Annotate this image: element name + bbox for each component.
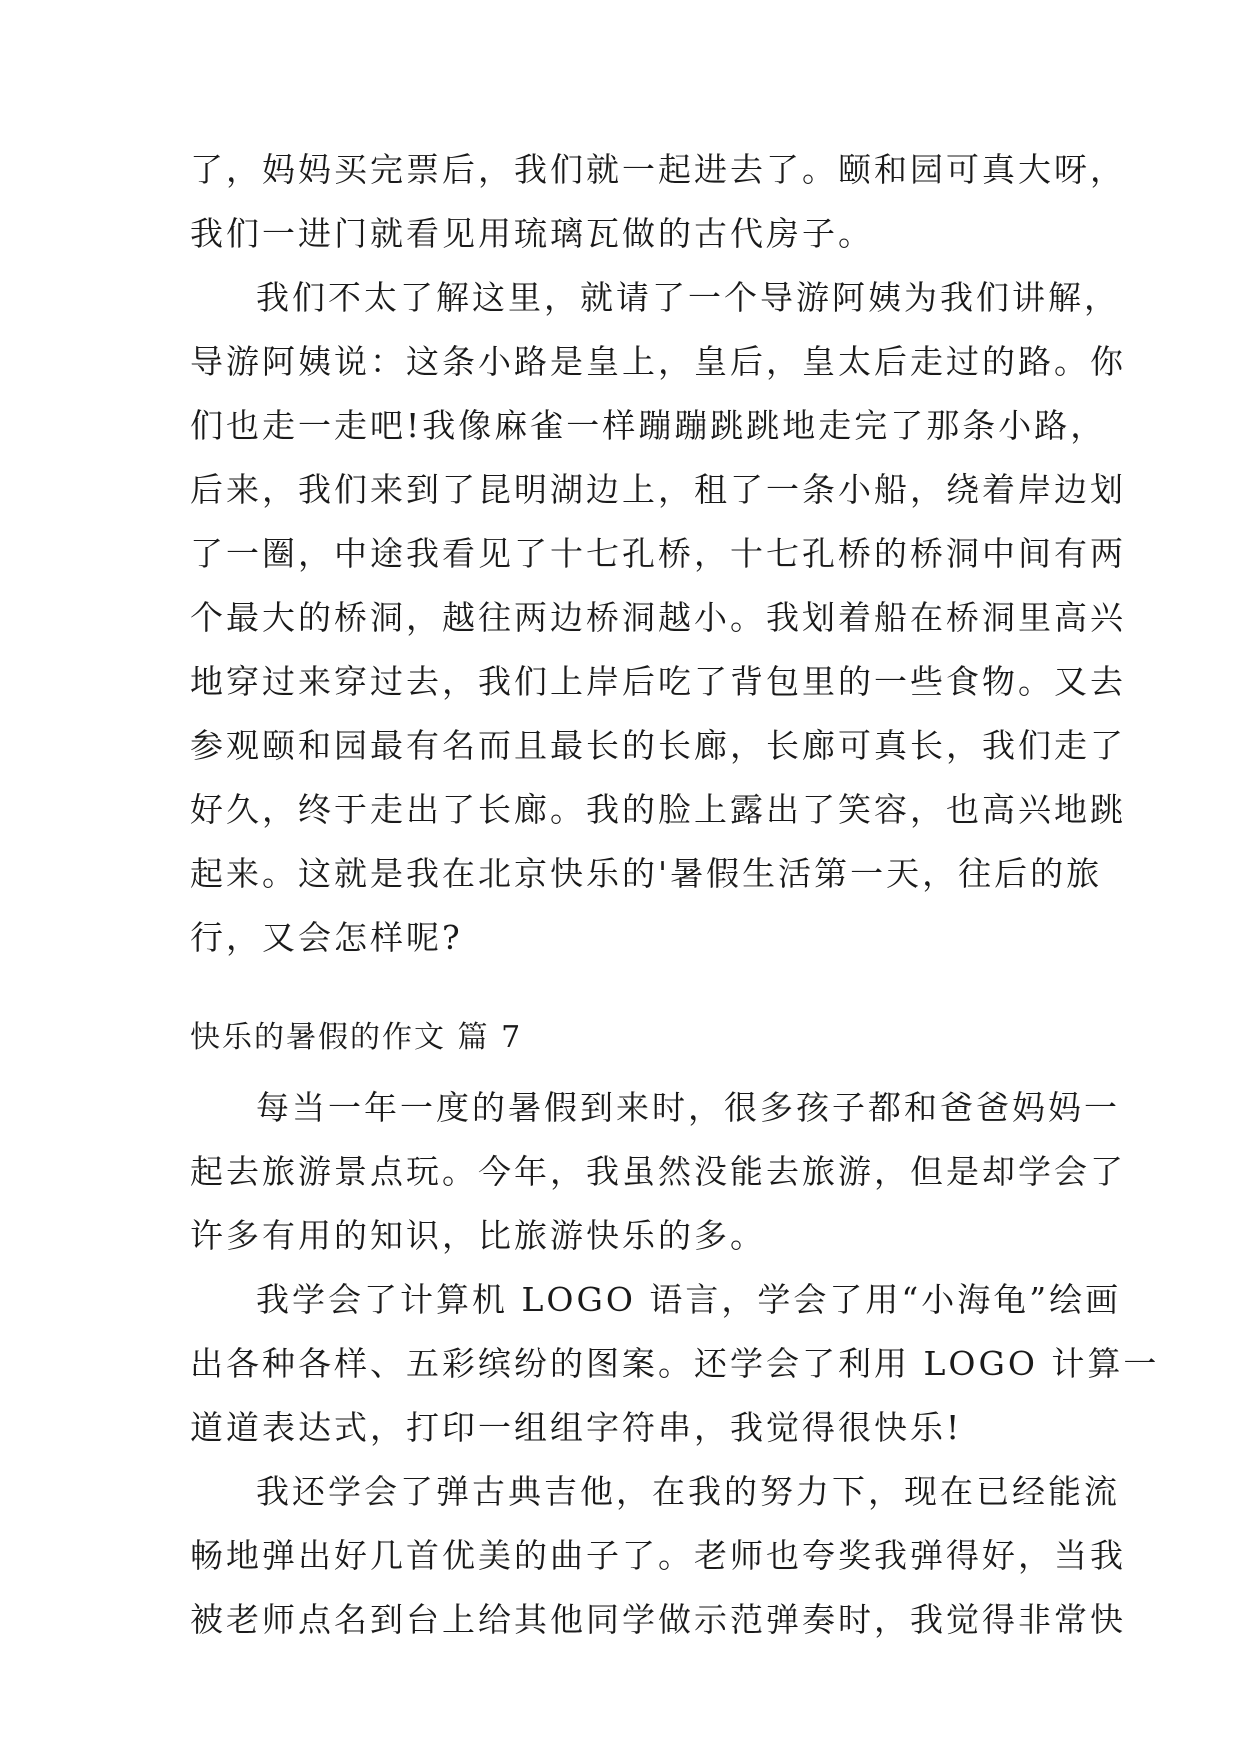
paragraph-line: 起来。这就是我在北京快乐的'暑假生活第一天，往后的旅 <box>190 854 1103 893</box>
paragraph-line: 我们不太了解这里，就请了一个导游阿姨为我们讲解， <box>256 278 1120 317</box>
paragraph-line: 被老师点名到台上给其他同学做示范弹奏时，我觉得非常快 <box>190 1600 1126 1639</box>
paragraph-line: 每当一年一度的暑假到来时，很多孩子都和爸爸妈妈一 <box>256 1088 1120 1127</box>
paragraph-line: 好久，终于走出了长廊。我的脸上露出了笑容，也高兴地跳 <box>190 790 1126 829</box>
paragraph-line: 地穿过来穿过去，我们上岸后吃了背包里的一些食物。又去 <box>190 662 1126 701</box>
paragraph-line: 我学会了计算机 LOGO 语言，学会了用“小海龟”绘画 <box>256 1280 1122 1319</box>
paragraph-line: 了，妈妈买完票后，我们就一起进去了。颐和园可真大呀， <box>190 150 1126 189</box>
paragraph-line: 参观颐和园最有名而且最长的长廊，长廊可真长，我们走了 <box>190 726 1126 765</box>
paragraph-line: 我们一进门就看见用琉璃瓦做的古代房子。 <box>190 214 874 253</box>
paragraph-line: 后来，我们来到了昆明湖边上，租了一条小船，绕着岸边划 <box>190 470 1126 509</box>
paragraph-line: 起去旅游景点玩。今年，我虽然没能去旅游，但是却学会了 <box>190 1152 1126 1191</box>
paragraph-line: 了一圈，中途我看见了十七孔桥，十七孔桥的桥洞中间有两 <box>190 534 1126 573</box>
paragraph-line: 出各种各样、五彩缤纷的图案。还学会了利用 LOGO 计算一 <box>190 1344 1160 1383</box>
paragraph-line: 行，又会怎样呢? <box>190 918 463 957</box>
paragraph-line: 我还学会了弹古典吉他，在我的努力下，现在已经能流 <box>256 1472 1120 1511</box>
paragraph-line: 畅地弹出好几首优美的曲子了。老师也夸奖我弹得好，当我 <box>190 1536 1126 1575</box>
paragraph-line: 个最大的桥洞，越往两边桥洞越小。我划着船在桥洞里高兴 <box>190 598 1126 637</box>
section-title: 快乐的暑假的作文 篇 7 <box>190 1020 523 1055</box>
paragraph-line: 导游阿姨说：这条小路是皇上，皇后，皇太后走过的路。你 <box>190 342 1126 381</box>
paragraph-line: 们也走一走吧!我像麻雀一样蹦蹦跳跳地走完了那条小路， <box>190 406 1107 445</box>
paragraph-line: 道道表达式，打印一组组字符串，我觉得很快乐! <box>190 1408 963 1447</box>
paragraph-line: 许多有用的知识，比旅游快乐的多。 <box>190 1216 766 1255</box>
